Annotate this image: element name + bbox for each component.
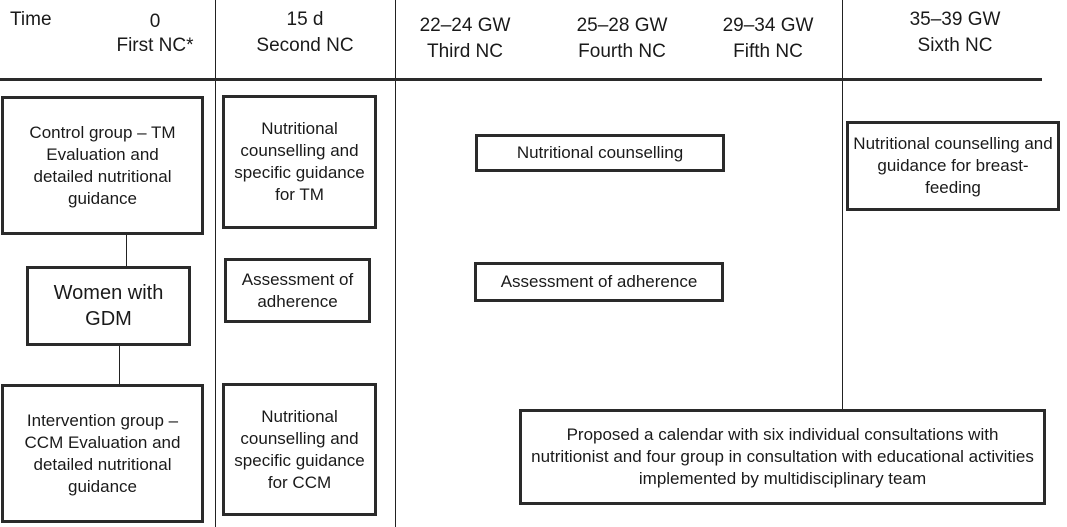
fourth-nc-time: 25–28 GW	[576, 15, 668, 36]
control-group-text: Control group – TM Evaluation and detailed nutritional guidance	[29, 122, 176, 208]
intervention-group-box	[1, 384, 204, 523]
third-nc-time: 22–24 GW	[419, 15, 511, 36]
women-gdm-text: Women with GDM	[53, 282, 164, 330]
fifth-nc-label: Fifth NC	[733, 41, 803, 62]
first-nc-time: 0	[149, 11, 161, 32]
first-nc-label: First NC*	[116, 35, 194, 56]
women-gdm-box	[26, 266, 191, 346]
fifth-nc-time: 29–34 GW	[722, 15, 814, 36]
header-rule	[0, 78, 1042, 81]
calendar-text: Proposed a calendar with six individual consultations with nutritionist and four group in consultation with educational activities implemented by multidisciplinary team	[531, 425, 1034, 488]
breastfeeding-counselling-box	[846, 121, 1060, 211]
second-nc-ccm-box	[222, 383, 377, 516]
second-nc-assessment-box	[224, 258, 371, 323]
control-group-box	[1, 96, 204, 235]
column-divider-3	[842, 0, 843, 410]
nutritional-counselling-box	[475, 134, 725, 172]
assessment-adherence-box	[474, 262, 724, 302]
nutritional-counselling-text: Nutritional counselling	[516, 143, 684, 162]
time-label: Time	[10, 9, 52, 30]
second-nc-label: Second NC	[256, 35, 354, 56]
calendar-box	[519, 409, 1046, 505]
second-nc-tm-text: Nutritional counselling and specific guidance for TM	[234, 119, 365, 204]
assessment-adherence-text: Assessment of adherence	[500, 272, 698, 291]
sixth-nc-time: 35–39 GW	[909, 9, 1001, 30]
second-nc-tm-box	[222, 95, 377, 229]
second-nc-ccm-text: Nutritional counselling and specific guidance for CCM	[234, 406, 365, 492]
third-nc-label: Third NC	[426, 41, 503, 62]
connector-women-to-intervention	[119, 346, 120, 384]
connector-control-to-women	[126, 235, 127, 267]
second-nc-assessment-text: Assessment of adherence	[241, 269, 354, 311]
sixth-nc-label: Sixth NC	[917, 35, 993, 56]
intervention-group-text: Intervention group – CCM Evaluation and detailed nutritional guidance	[24, 410, 181, 496]
second-nc-time: 15 d	[286, 9, 324, 30]
fourth-nc-label: Fourth NC	[578, 41, 666, 62]
breastfeeding-counselling-text: Nutritional counselling and guidance for breast-feeding	[853, 134, 1053, 197]
